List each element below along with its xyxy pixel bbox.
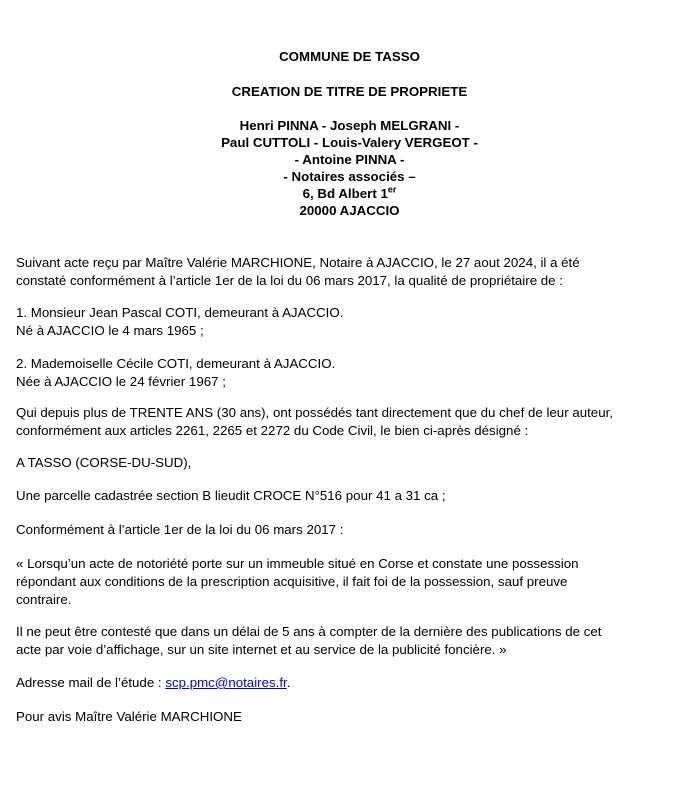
owner-1-name: 1. Monsieur Jean Pascal COTI, demeurant à AJACCIO. [16,305,344,320]
owner-1-birth: Né à AJACCIO le 4 mars 1965 ; [16,323,204,338]
location-line: A TASSO (CORSE-DU-SUD), [16,455,192,470]
notaries-line-4: - Notaires associés – [283,169,416,184]
street-superscript: er [387,184,397,195]
email-line [16,674,688,692]
owner-2-birth: Née à AJACCIO le 24 février 1967 ; [16,374,226,389]
possession-paragraph [16,404,688,440]
intro-line: Suivant acte reçu par Maître Valérie MARCHIONE, Notaire à AJACCIO, le 27 aout 2024, il a été [16,255,580,270]
notary-address-street [0,186,699,201]
notaries-line-1: Henri PINNA - Joseph MELGRANI - [239,118,460,133]
email-label: Adresse mail de l’étude : [16,675,166,690]
possession-line: conformément aux articles 2261, 2265 et 2272 du Code Civil, le bien ci-après désigné : [16,423,529,438]
owner-2 [16,355,688,391]
owner-2-name: 2. Mademoiselle Cécile COTI, demeurant à AJACCIO. [16,356,336,371]
parcel-line: Une parcelle cadastrée section B lieudit CROCE N°516 pour 41 a 31 ca ; [16,488,446,503]
law-quote [16,555,688,609]
closing-line: Pour avis Maître Valérie MARCHIONE [16,709,242,724]
commune-title: COMMUNE DE TASSO [279,49,420,64]
contest-paragraph [16,623,688,659]
notaries-line-2: Paul CUTTOLI - Louis-Valery VERGEOT - [221,135,478,150]
law-reference: Conformément à l’article 1er de la loi du 06 mars 2017 : [16,522,344,537]
notaries-line-3: - Antoine PINNA - [294,152,405,167]
quote-line: contraire. [16,592,72,607]
notary-address-city: 20000 AJACCIO [299,203,400,218]
owner-1 [16,304,688,340]
intro-paragraph [16,254,688,290]
document-title: CREATION DE TITRE DE PROPRIETE [231,84,468,99]
email-suffix: . [286,675,291,690]
street-text: 6, Bd Albert 1 [302,186,388,201]
possession-line: Qui depuis plus de TRENTE ANS (30 ans), ont possédés tant directement que du chef de leur auteur, [16,405,613,420]
contest-line: acte par voie d’affichage, sur un site internet et au service de la publicité foncière. » [16,642,507,657]
email-link[interactable]: scp.pmc@notaires.fr [165,675,287,690]
intro-line: constaté conformément à l’article 1er de la loi du 06 mars 2017, la qualité de propriétaire de : [16,273,563,288]
contest-line: Il ne peut être contesté que dans un délai de 5 ans à compter de la dernière des publications de cet [16,624,602,639]
quote-line: répondant aux conditions de la prescription acquisitive, il fait foi de la possession, sauf preuve [16,574,568,589]
quote-line: « Lorsqu’un acte de notoriété porte sur un immeuble situé en Corse et constate une possession [16,556,579,571]
